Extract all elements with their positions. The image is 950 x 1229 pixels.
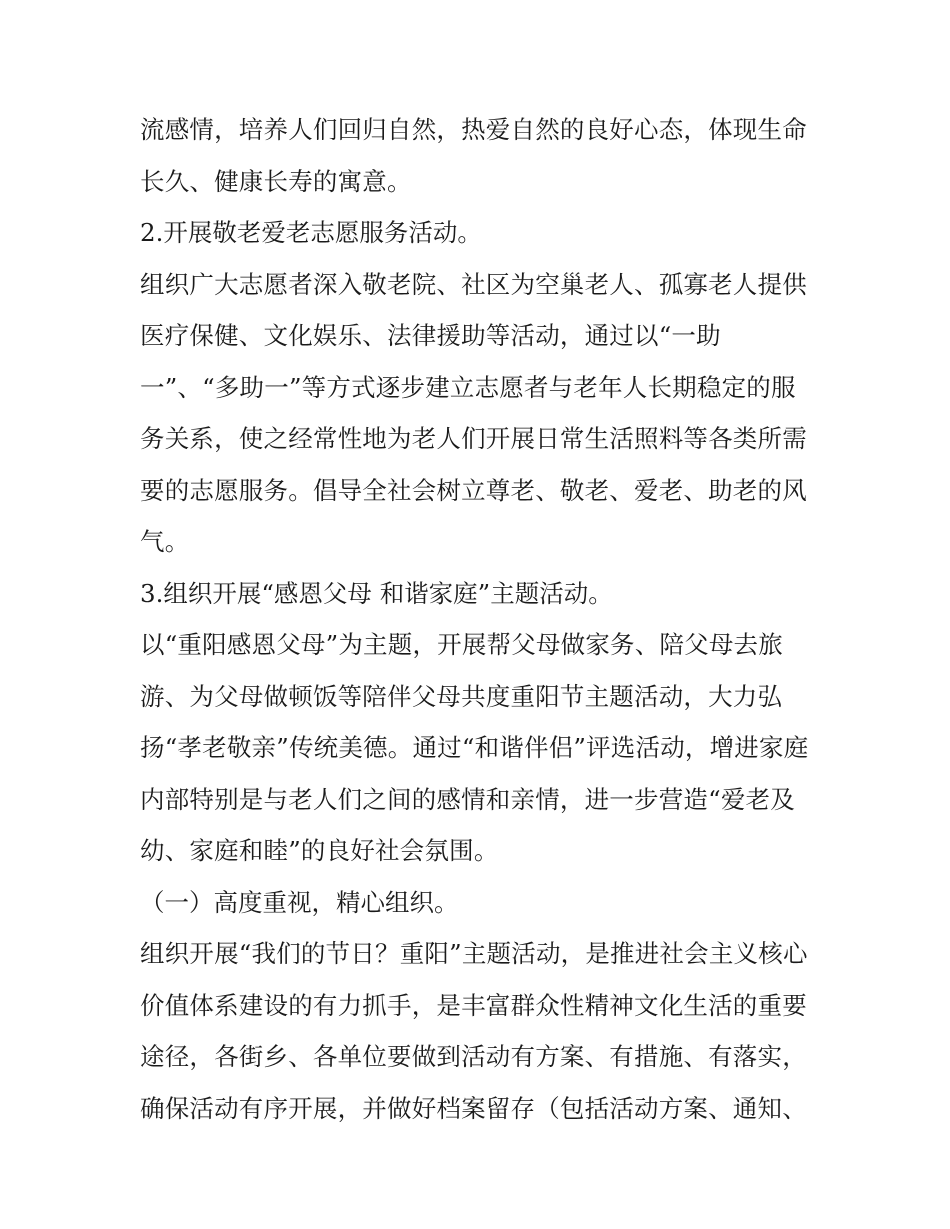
section-heading: 2.开展敬老爱老志愿服务活动。 — [140, 218, 482, 247]
text-line: 流感情，培养人们回归自然，热爱自然的良好心态，体现生命 — [140, 115, 807, 144]
text-line: 组织开展“我们的节日？重阳”主题活动，是推进社会主义核心 — [140, 939, 808, 968]
text-line: 气。 — [140, 527, 190, 556]
text-line: 扬“孝老敬亲”传统美德。通过“和谐伴侣”评选活动，增进家庭 — [140, 733, 809, 762]
section-heading: 3.组织开展“感恩父母 和谐家庭”主题活动。 — [140, 578, 613, 608]
text-line: 要的志愿服务。倡导全社会树立尊老、敬老、爱老、助老的风 — [140, 475, 807, 505]
text-line: 一”、“多助一”等方式逐步建立志愿者与老年人长期稳定的服 — [140, 372, 796, 402]
text-line: 长久、健康长寿的寓意。 — [140, 166, 412, 196]
text-line: 确保活动有序开展，并做好档案留存（包括活动方案、通知、 — [140, 1093, 807, 1123]
document-body — [140, 104, 820, 1134]
section-heading: （一）高度重视，精心组织。 — [140, 887, 459, 917]
text-line: 医疗保健、文化娱乐、法律援助等活动，通过以“一助 — [140, 321, 721, 350]
text-line: 游、为父母做顿饭等陪伴父母共度重阳节主题活动，大力弘 — [140, 681, 783, 711]
text-line: 内部特别是与老人们之间的感情和亲情，进一步营造“爱老及 — [140, 784, 795, 814]
text-line: 组织广大志愿者深入敬老院、社区为空巢老人、孤寡老人提供 — [140, 269, 807, 299]
text-line: 幼、家庭和睦”的良好社会氛围。 — [140, 836, 499, 865]
text-line: 途径，各街乡、各单位要做到活动有方案、有措施、有落实， — [140, 1042, 807, 1071]
text-line: 以“重阳感恩父母”为主题，开展帮父母做家务、陪父母去旅 — [140, 630, 783, 659]
text-line: 务关系，使之经常性地为老人们开展日常生活照料等各类所需 — [140, 424, 807, 453]
text-line: 价值体系建设的有力抓手，是丰富群众性精神文化生活的重要 — [140, 990, 807, 1020]
